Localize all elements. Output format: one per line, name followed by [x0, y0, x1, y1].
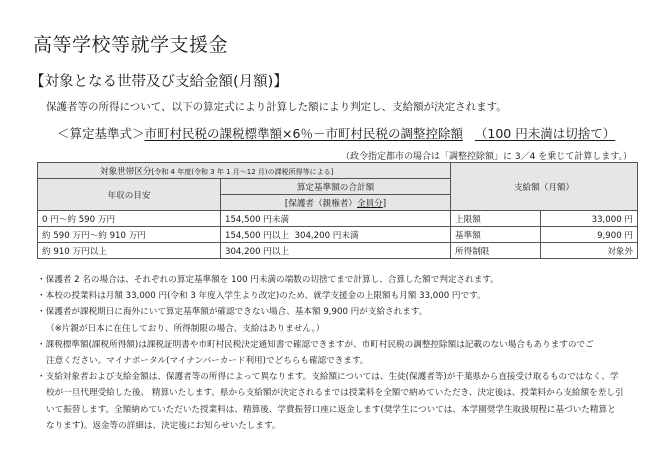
note-line: ・保護者が課税期日に海外にいて算定基準額が確認できない場合、基本額 9,900 円が支給されます。 — [37, 307, 428, 318]
amount-cell: 対象外 — [541, 243, 638, 259]
header-category: 対象世帯区分[令和 4 年度(令和 3 年 1 月～12 月)の課税所得等による] — [38, 163, 451, 179]
base-cell: 154,500 円未満 — [221, 211, 451, 227]
note-line: 校が一旦代理受給した後、 精算いたします。県から支給額が決定されるまでは授業料を全額で納めていただき、決定後は、授業料から支給額を差し引 — [46, 388, 624, 399]
section-heading: 【対象となる世帯及び支給金額(月額)】 — [30, 74, 288, 90]
note-line: ・本校の授業料は月額 33,000 円(令和 3 年度入学生より改定)のため、就学支援金の上限額も月額 33,000 円です。 — [37, 291, 486, 302]
note-line: ・支給対象者および支給金額は、保護者等の所得によって異なります。支給額については、生徒(保護者等)が千葉県から直接受け取るものではなく、学 — [37, 372, 619, 383]
header-income: 年収の目安 — [38, 179, 221, 211]
income-cell: 約 910 万円以上 — [38, 243, 221, 259]
formula-expression: 市町村民税の課税標準額×6％－市町村民税の調整控除額 — [144, 126, 463, 141]
note-line: いて振替します。全額納めていただいた授業料は、精算後、学費振替口座に返金します(奨学生については、本学園奨学生取扱規程に基づいた精算と — [46, 404, 616, 415]
notes — [37, 272, 637, 434]
header-amount: 支給額（月額） — [451, 163, 638, 211]
page-title: 高等学校等就学支援金 — [33, 34, 229, 56]
label-cell: 上限額 — [451, 211, 541, 227]
income-cell: 約 590 万円～約 910 万円 — [38, 227, 221, 243]
income-cell: 0 円～約 590 万円 — [38, 211, 221, 227]
note-line: ・保護者 2 名の場合は、それぞれの算定基準額を 100 円未満の端数の切捨てまで計算し、合算した額で判定されます。 — [37, 275, 499, 285]
note-line: 注意ください。マイナポータル(マイナンバーカード利用)でどちらも確認できます。 — [46, 356, 369, 367]
table-row — [38, 211, 638, 227]
note-line: ・課税標準額(課税所得額)は課税証明書や市町村民税決定通知書で確認できますが、市町村民税の調整控除額は記載のない場合もありますのでご — [37, 339, 594, 350]
formula-note: （政令指定都市の場合は「調整控除額」に 3／4 を乗じて計算します。） — [341, 152, 632, 162]
table-row — [38, 227, 638, 243]
amount-cell: 33,000 円 — [541, 211, 638, 227]
intro-text: 保護者等の所得について、以下の算定式により計算した額により判定し、支給額が決定されます。 — [46, 101, 507, 113]
header-base-sub: [保護者（親権者）全員分] — [221, 195, 451, 211]
formula-suffix: （100 円未満は切捨て） — [474, 126, 616, 141]
base-cell: 154,500 円以上 304,200 円未満 — [221, 227, 451, 243]
formula — [57, 124, 615, 142]
header-base: 算定基準額の合計額 — [221, 179, 451, 195]
label-cell: 基準額 — [451, 227, 541, 243]
table-row — [38, 243, 638, 259]
base-cell: 304,200 円以上 — [221, 243, 451, 259]
amount-cell: 9,900 円 — [541, 227, 638, 243]
formula-prefix: ＜算定基準式＞ — [57, 126, 145, 141]
note-line: なります)。返金等の詳細は、決定後にお知らせいたします。 — [46, 420, 281, 431]
support-amount-table — [37, 162, 638, 259]
note-line: （※片親が日本に在住しており、所得制限の場合、支給はありません。） — [46, 323, 325, 334]
label-cell: 所得制限 — [451, 243, 541, 259]
table-header-row — [38, 163, 638, 179]
